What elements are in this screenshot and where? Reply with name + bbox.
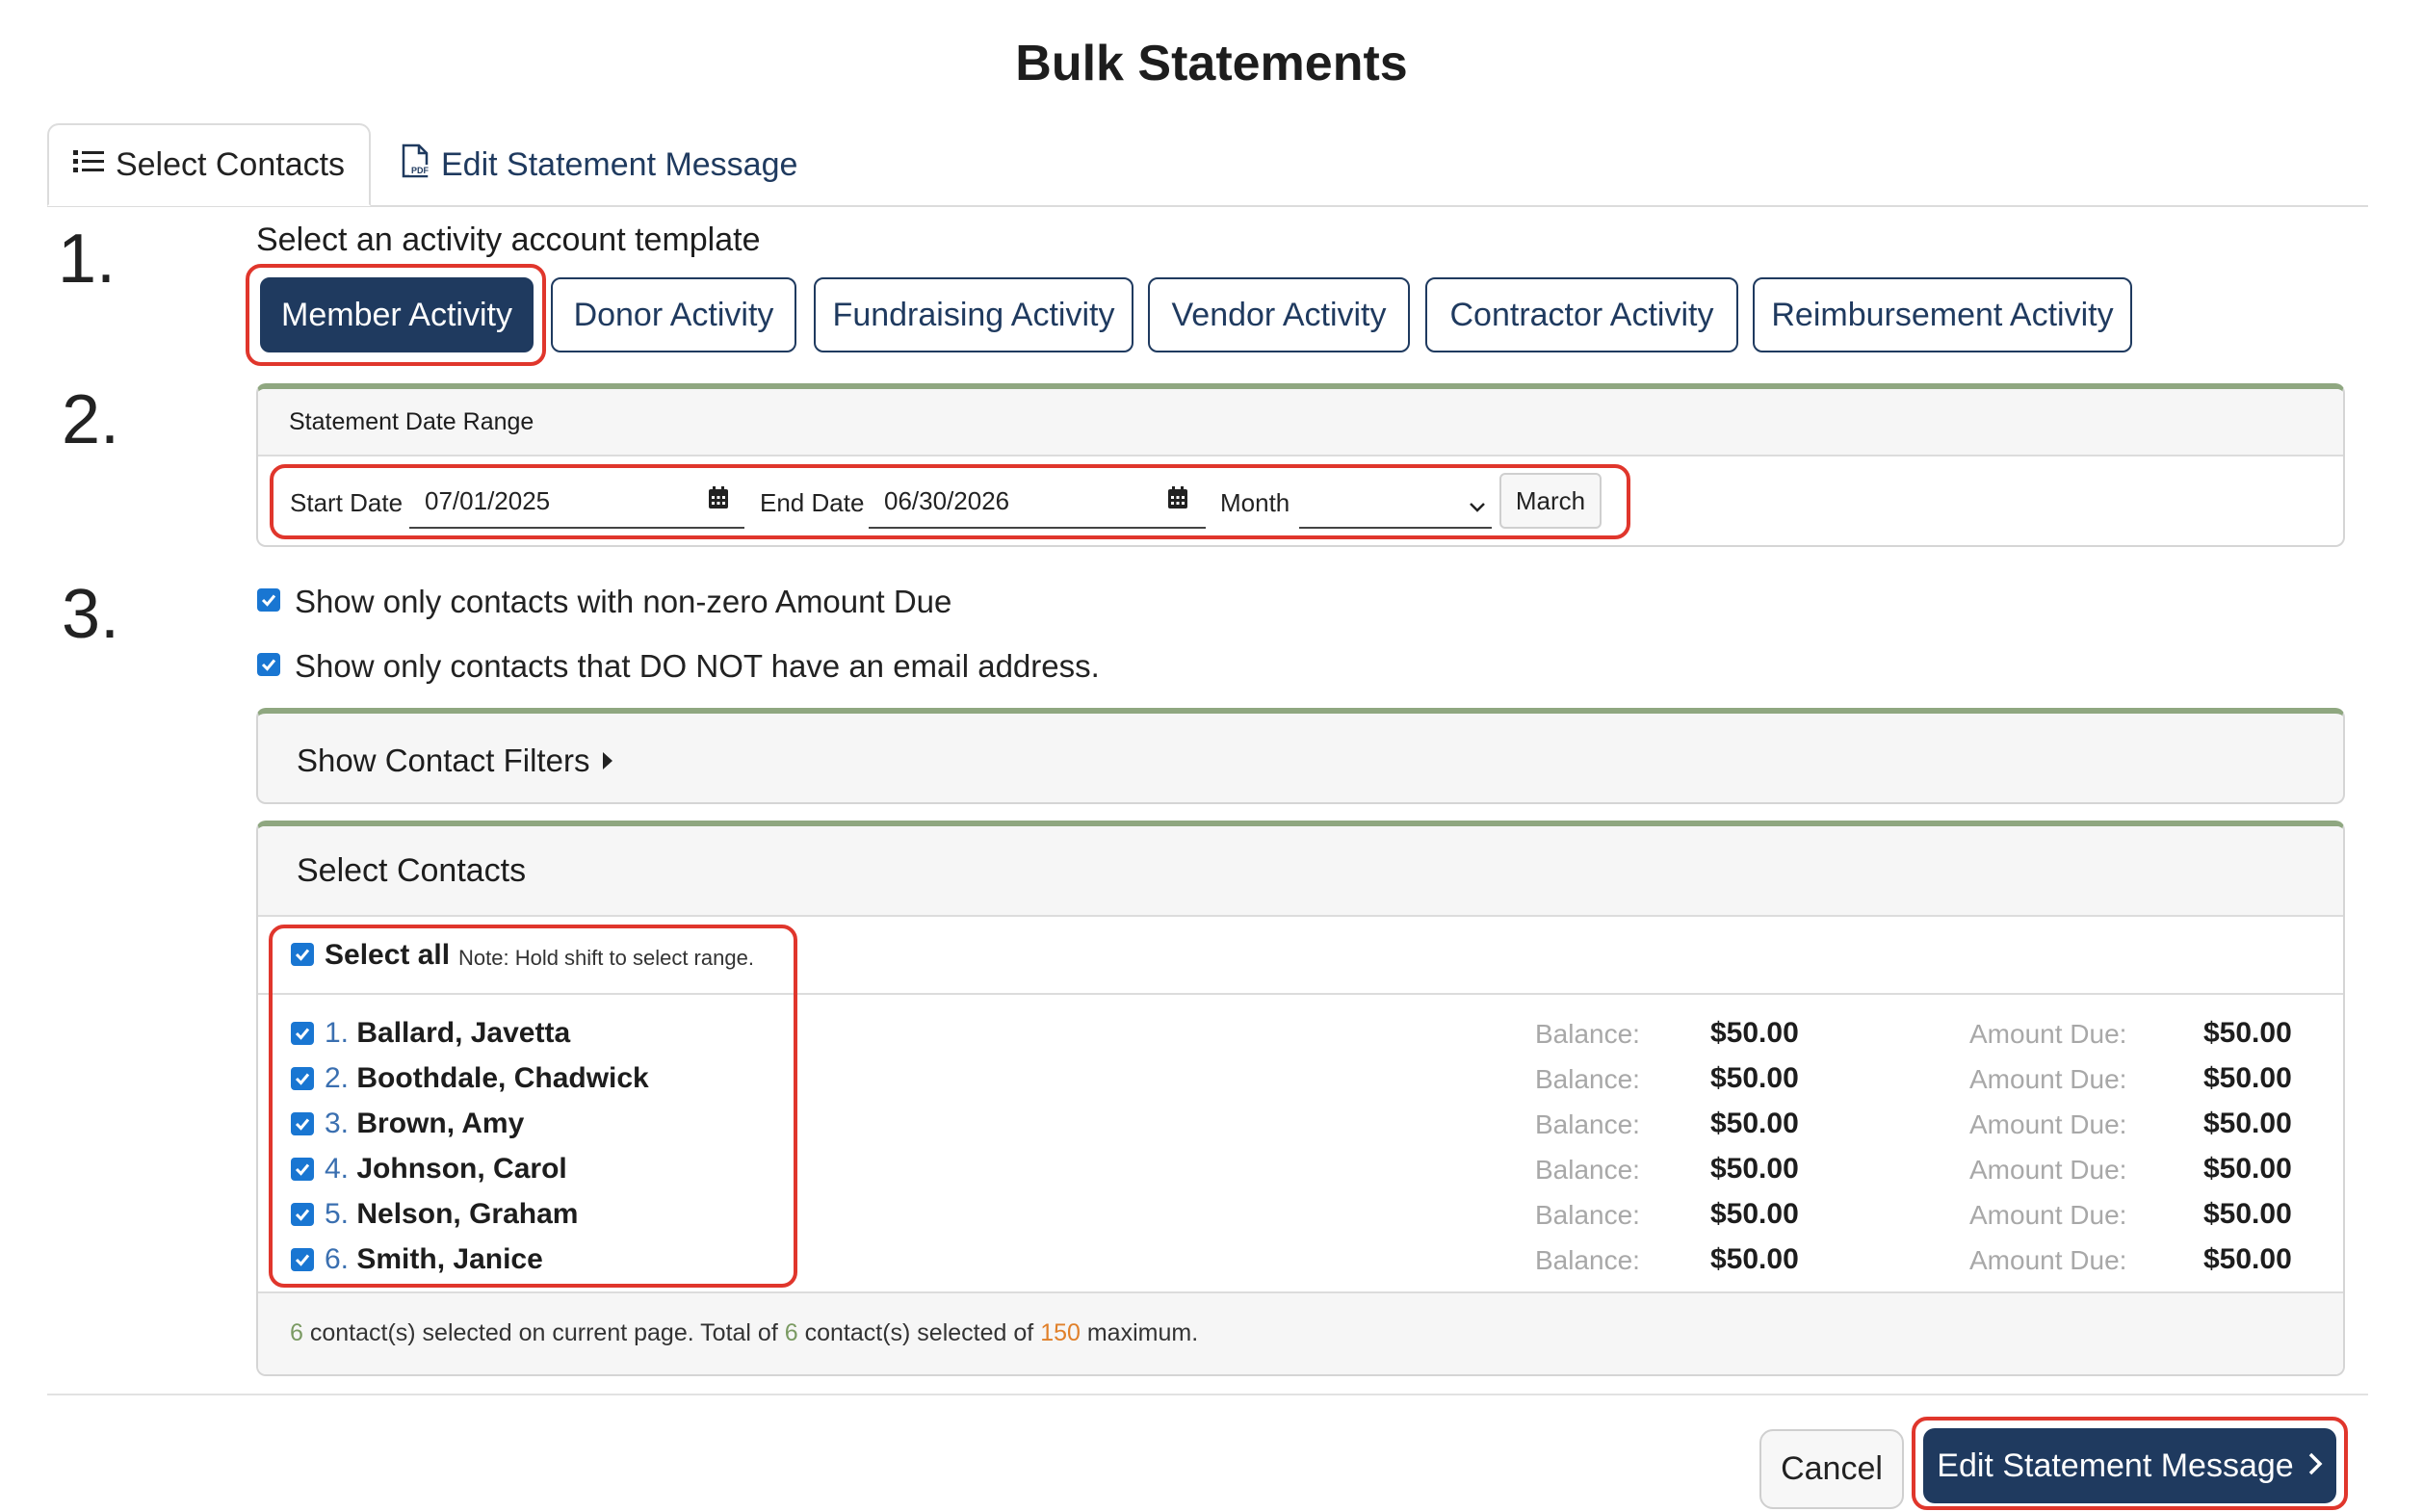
contact-name <box>325 1198 578 1231</box>
select-all-label: Select all <box>325 939 451 971</box>
contact-name-text: Johnson, Carol <box>356 1153 567 1185</box>
amount-due-label: Amount Due: <box>1969 1064 2127 1094</box>
amount-due-label: Amount Due: <box>1969 1200 2127 1230</box>
no-email-checkbox[interactable] <box>257 653 280 676</box>
month-select[interactable] <box>1299 479 1492 529</box>
no-email-label: Show only contacts that DO NOT have an email address. <box>295 648 1100 684</box>
balance-value: $50.00 <box>1710 1062 1799 1094</box>
contact-name <box>325 1153 567 1186</box>
balance-value: $50.00 <box>1710 1108 1799 1139</box>
nonzero-due-checkbox[interactable] <box>257 588 280 612</box>
cancel-button[interactable]: Cancel <box>1759 1429 1904 1509</box>
template-contractor-activity-button[interactable]: Contractor Activity <box>1425 277 1738 352</box>
start-date-label: Start Date <box>290 488 404 517</box>
balance-label: Balance: <box>1535 1200 1640 1230</box>
svg-text:PDF: PDF <box>411 165 429 175</box>
pdf-file-icon <box>401 143 430 187</box>
balance-label: Balance: <box>1535 1155 1640 1185</box>
contact-number: 2. <box>325 1062 350 1094</box>
count-total: 6 <box>784 1319 798 1346</box>
contact-name <box>325 1062 649 1095</box>
contact-row[interactable] <box>0 1105 2423 1143</box>
tab-divider <box>47 205 2368 207</box>
contact-name <box>325 1017 570 1050</box>
end-date-input[interactable] <box>869 479 1206 529</box>
contact-name-text: Brown, Amy <box>356 1108 525 1139</box>
contact-name <box>325 1108 524 1140</box>
amount-due-value: $50.00 <box>2203 1062 2292 1094</box>
caret-right-icon <box>601 743 614 779</box>
date-range-header <box>258 389 2343 456</box>
contact-filters-toggle[interactable] <box>297 743 614 779</box>
bottom-divider <box>47 1394 2368 1395</box>
nonzero-due-label: Show only contacts with non-zero Amount Due <box>295 584 952 619</box>
select-contacts-header <box>258 826 2343 917</box>
contact-number: 1. <box>325 1017 350 1049</box>
amount-due-value: $50.00 <box>2203 1198 2292 1230</box>
start-date-input[interactable] <box>409 479 744 529</box>
list-icon <box>73 146 104 184</box>
selection-summary <box>290 1319 1198 1347</box>
amount-due-label: Amount Due: <box>1969 1245 2127 1275</box>
tab-select-contacts[interactable] <box>47 123 371 206</box>
amount-due-label: Amount Due: <box>1969 1109 2127 1139</box>
tab-label: Select Contacts <box>115 145 346 183</box>
contact-row[interactable] <box>0 1150 2423 1188</box>
contact-checkbox[interactable] <box>291 1158 314 1181</box>
select-contacts-heading: Select Contacts <box>297 851 527 889</box>
balance-value: $50.00 <box>1710 1153 1799 1185</box>
tab-label: Edit Statement Message <box>441 145 798 183</box>
chevron-right-icon <box>2307 1447 2323 1485</box>
template-donor-activity-button[interactable]: Donor Activity <box>551 277 796 352</box>
amount-due-value: $50.00 <box>2203 1108 2292 1139</box>
contact-number: 6. <box>325 1243 350 1275</box>
contact-filters-label: Show Contact Filters <box>297 743 590 778</box>
balance-value: $50.00 <box>1710 1017 1799 1049</box>
contact-checkbox[interactable] <box>291 1248 314 1271</box>
start-date-value: 07/01/2025 <box>425 486 551 515</box>
step-1-number: 1. <box>58 221 117 298</box>
amount-due-value: $50.00 <box>2203 1017 2292 1049</box>
month-label: Month <box>1220 488 1290 517</box>
month-march-button[interactable]: March <box>1499 473 1602 529</box>
max-count: 150 <box>1040 1319 1081 1346</box>
contact-filters-panel[interactable] <box>256 708 2345 804</box>
count-current: 6 <box>290 1319 303 1346</box>
step-3-number: 3. <box>62 576 120 653</box>
date-range-heading: Statement Date Range <box>289 407 534 435</box>
template-vendor-activity-button[interactable]: Vendor Activity <box>1148 277 1410 352</box>
contact-checkbox[interactable] <box>291 1203 314 1226</box>
template-member-activity-button[interactable]: Member Activity <box>260 277 534 352</box>
summary-text: contact(s) selected of <box>804 1319 1034 1346</box>
contact-name-text: Nelson, Graham <box>356 1198 579 1230</box>
template-label: Select an activity account template <box>256 222 761 258</box>
contact-checkbox[interactable] <box>291 1112 314 1135</box>
contact-row[interactable] <box>0 1240 2423 1279</box>
balance-value: $50.00 <box>1710 1198 1799 1230</box>
calendar-icon[interactable] <box>708 486 729 514</box>
amount-due-label: Amount Due: <box>1969 1155 2127 1185</box>
contact-checkbox[interactable] <box>291 1067 314 1090</box>
contact-name <box>325 1243 543 1276</box>
amount-due-label: Amount Due: <box>1969 1019 2127 1049</box>
page-title: Bulk Statements <box>1015 36 1408 91</box>
edit-statement-message-button[interactable] <box>1923 1428 2336 1503</box>
balance-label: Balance: <box>1535 1245 1640 1275</box>
amount-due-value: $50.00 <box>2203 1243 2292 1275</box>
contact-number: 3. <box>325 1108 350 1139</box>
end-date-value: 06/30/2026 <box>884 486 1010 515</box>
amount-due-value: $50.00 <box>2203 1153 2292 1185</box>
template-fundraising-activity-button[interactable]: Fundraising Activity <box>814 277 1133 352</box>
chevron-down-icon <box>1469 490 1486 520</box>
summary-text: maximum. <box>1086 1319 1199 1346</box>
balance-value: $50.00 <box>1710 1243 1799 1275</box>
template-reimbursement-activity-button[interactable]: Reimbursement Activity <box>1753 277 2132 352</box>
balance-label: Balance: <box>1535 1019 1640 1049</box>
edit-statement-message-label: Edit Statement Message <box>1937 1447 2294 1484</box>
contact-name-text: Ballard, Javetta <box>356 1017 571 1049</box>
contact-row[interactable] <box>0 1014 2423 1053</box>
summary-text: contact(s) selected on current page. Total of <box>309 1319 778 1346</box>
select-range-note: Note: Hold shift to select range. <box>458 946 754 970</box>
contact-name-text: Smith, Janice <box>356 1243 543 1275</box>
contact-row[interactable] <box>0 1059 2423 1098</box>
step-2-number: 2. <box>62 381 120 458</box>
balance-label: Balance: <box>1535 1109 1640 1139</box>
contact-number: 5. <box>325 1198 350 1230</box>
contact-checkbox[interactable] <box>291 1022 314 1045</box>
contact-row[interactable] <box>0 1195 2423 1234</box>
calendar-icon[interactable] <box>1167 486 1188 514</box>
balance-label: Balance: <box>1535 1064 1640 1094</box>
tab-edit-statement-message[interactable] <box>401 123 797 206</box>
contact-number: 4. <box>325 1153 350 1185</box>
contact-name-text: Boothdale, Chadwick <box>356 1062 649 1094</box>
select-all-checkbox[interactable] <box>291 943 314 966</box>
end-date-label: End Date <box>760 488 865 517</box>
